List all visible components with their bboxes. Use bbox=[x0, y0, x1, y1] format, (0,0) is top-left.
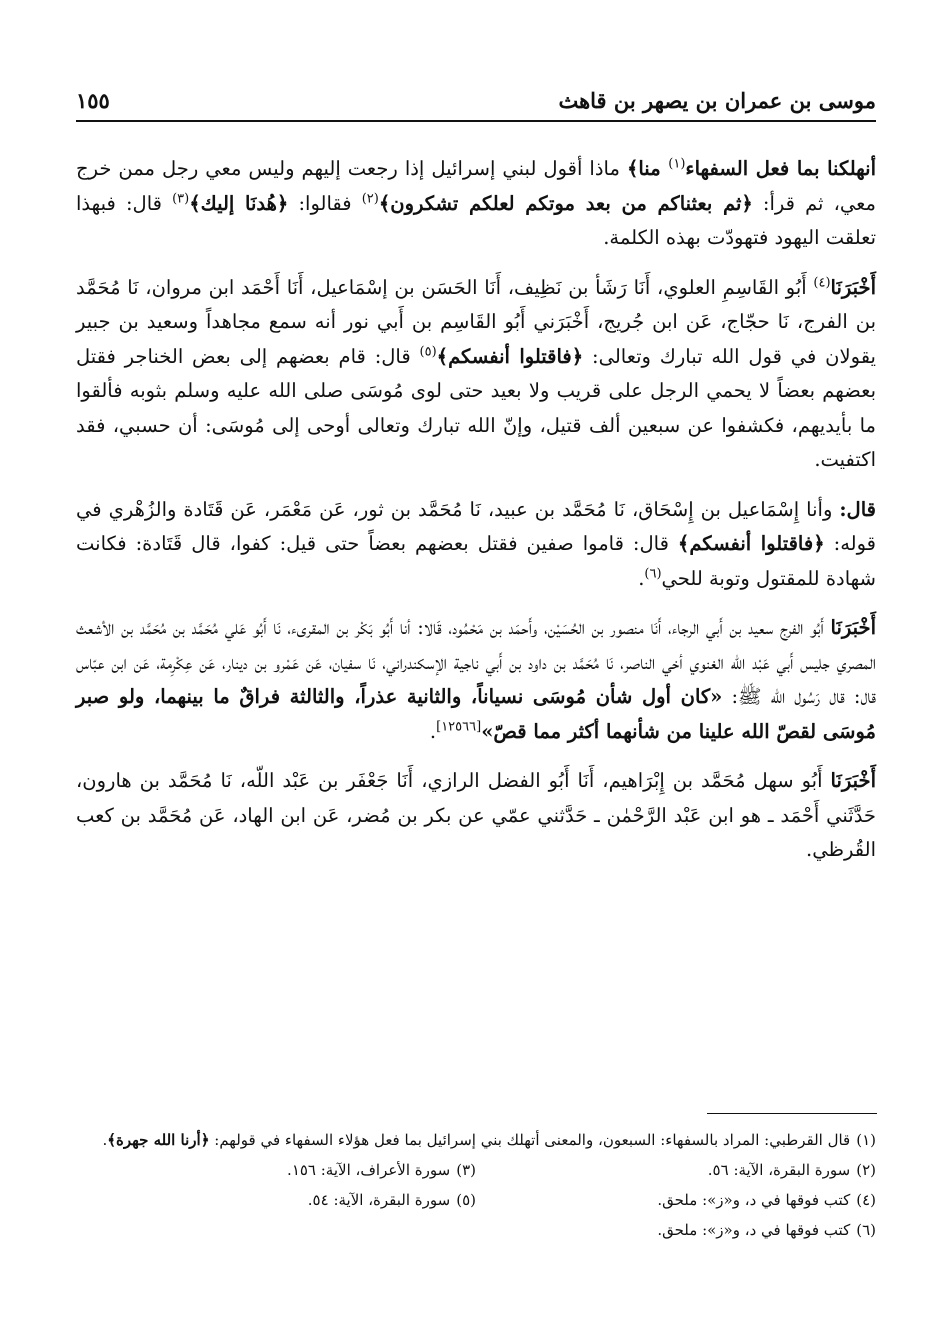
footnote-number: (٥) bbox=[456, 1191, 476, 1209]
bold-text: أَخْبَرَنَا bbox=[830, 769, 876, 792]
bold-text: ﴿فاقتلوا أنفسكم﴾ bbox=[677, 532, 825, 555]
footnote-text: كتب فوقها في د، و«ز»: ملحق. bbox=[657, 1191, 851, 1209]
text-run: . bbox=[429, 719, 437, 743]
footnote-text: سورة الأعراف، الآية: ١٥٦. bbox=[287, 1161, 451, 1179]
paragraph bbox=[76, 611, 876, 749]
text-run: ماذا أقول لبني إسرائيل إذا رجعت إليهم وليس معي رجل ممن خرج معي، ثم قرأ: bbox=[76, 157, 876, 215]
footnote-separator bbox=[707, 1113, 877, 1114]
footnote-marker: (٦) bbox=[644, 566, 662, 581]
footnote-6 bbox=[76, 1215, 876, 1245]
footnote-1 bbox=[76, 1125, 876, 1155]
footnote-marker: (١) bbox=[668, 156, 686, 172]
footnote-number: (٦) bbox=[856, 1221, 876, 1239]
footnote-marker: (٥) bbox=[419, 344, 437, 359]
footnote-marker: (٣) bbox=[172, 191, 190, 206]
footnote-text: قال القرطبي: المراد بالسفهاء: السبعون، والمعنى أتهلك بني إسرائيل بما فعل هؤلاء السفهاء في قولهم: bbox=[209, 1131, 851, 1149]
footnote-3 bbox=[76, 1155, 476, 1185]
footnote-number: (٢) bbox=[856, 1161, 876, 1179]
bold-text: ﴿ثم بعثناكم من بعد موتكم لعلكم تشكرون﴾ bbox=[378, 191, 753, 215]
footnote-number: (٤) bbox=[856, 1191, 876, 1209]
text-run: أَبُو سهل مُحَمَّد بن إِبْرَاهيم، أَنَا أَبُو الفضل الرازي، أَنَا جَعْفَر بن عَبْد اللّه، نَا مُحَمَّد بن هارون، حَدَّثَني أَحْمَد ـ هو ابن عَبْد الرَّحْمٰن ـ حَدَّثني عمّي عن بكر بن مُضر، عَن ابن الهاد، عَن مُحَمَّد بن كعب القُرظي. bbox=[76, 769, 876, 861]
main-text bbox=[76, 152, 876, 883]
bold-text: قال: bbox=[839, 497, 876, 521]
footnote-number: (١) bbox=[856, 1131, 876, 1149]
footnote-text: سورة البقرة، الآية: ٥٦. bbox=[707, 1161, 851, 1179]
running-title: موسى بن عمران بن يصهر بن قاهث bbox=[558, 88, 876, 113]
header-rule bbox=[76, 120, 876, 122]
footnote-5 bbox=[76, 1185, 476, 1215]
footnotes bbox=[76, 1125, 876, 1245]
bold-text: أَخْبَرَنَا bbox=[830, 275, 876, 299]
footnote-2 bbox=[476, 1155, 876, 1185]
footnote-4 bbox=[476, 1185, 876, 1215]
bold-text: «كان أول شأن مُوسَى نسياناً، والثانية عذراً، والثالثة فراقٌ ما بينهما، ولو صبر مُوسَى لقصّ الله علينا من شأنهما أكثر مما قصّ» bbox=[76, 685, 876, 743]
text-run: أَبُو الفرج سعيد بن أَبي الرجاء، أَنَا منصور بن الحُسَيْن، وأَحمَد بن مَحْمُود، قَالا: أنا أَبُو بَكْر بن المقرىء، نَا أَبُو عَلي مُحَمَّد بن مُحَمَّد بن الأشعث المصري جليس أَبي عَبْد اللّه الغنوي أخي الناصر، نَا مُحَمَّد بن داود بن أَبي ناجية الإسكندراني، نَا سفيان، عَن عَمْرو بن دينار، عَن عِكْرِمة، عَن ابن عبّاس قال: قال رَسُول الله ﷺ: bbox=[76, 616, 876, 708]
text-run: قال: قاموا صفين فقتل بعضهم بعضاً حتى قيل: كفوا، قال قَتَادة: فكانت شهادة للمقتول وتوبة للحي bbox=[76, 532, 876, 590]
footnote-end: . bbox=[102, 1131, 108, 1149]
bold-text: منا﴾ bbox=[626, 157, 669, 180]
paragraph bbox=[76, 493, 876, 597]
paragraph bbox=[76, 271, 876, 478]
paragraph bbox=[76, 152, 876, 256]
text-run: أَبُو القَاسِمِ العلوي، أَنَا رَشَأ بن نَظِيف، أَنَا الحَسَن بن إسْمَاعيل، أَنَا أَحْمَد ابن مروان، نَا مُحَمَّد بن الفرج، نَا حجّاج، عَن ابن جُريج، أَخْبَرَني أَبُو القَاسِم بن أَبي نور أنه سمع مجاهداً وسعيد بن جبير يقولان في قول الله تبارك وتعالى: bbox=[76, 275, 876, 368]
paragraph bbox=[76, 764, 876, 868]
footnote-quote: ﴿أرنا الله جهرة﴾ bbox=[107, 1131, 210, 1149]
bold-text: أنهلكنا بما فعل السفهاء bbox=[685, 157, 876, 180]
text-run: قال: قام بعضهم إلى بعض الخناجر فقتل بعضهم بعضاً لا يحمي الرجل على قريب ولا بعيد حتى لوى مُوسَى صلى الله عليه وسلم بثوبه فألقوا ما بأيديهم، فكشفوا عن سبعين ألف قتيل، وإنّ الله تبارك وتعالى أوحى إلى مُوسَى: أن حسبي، فقد اكتفيت. bbox=[76, 344, 876, 471]
text-run: فقالوا: bbox=[288, 191, 362, 215]
bold-text: أَخْبَرَنَا bbox=[830, 616, 876, 639]
footnote-marker: (٤) bbox=[813, 275, 831, 290]
text-run: . bbox=[638, 566, 645, 590]
text-run: قال: فبهذا تعلقت اليهود فتهودّت بهذه الكلمة. bbox=[76, 191, 876, 249]
page-header bbox=[76, 84, 876, 124]
bold-text: ﴿هُدنَا إليك﴾ bbox=[189, 191, 289, 215]
page-number: ١٥٥ bbox=[76, 88, 110, 113]
footnote-number: (٣) bbox=[456, 1161, 476, 1179]
bold-text: ﴿فاقتلوا أنفسكم﴾ bbox=[436, 344, 584, 368]
footnote-text: كتب فوقها في د، و«ز»: ملحق. bbox=[657, 1221, 851, 1239]
text-run: وأنا إِسْمَاعيل بن إِسْحَاق، نَا مُحَمَّد بن عبيد، نَا مُحَمَّد بن ثور، عَن مَعْمَر، عَن قَتَادة والزُهْري في قوله: bbox=[76, 497, 876, 555]
footnote-marker: [١٢٥٦٦] bbox=[436, 719, 482, 734]
footnote-marker: (٢) bbox=[361, 191, 379, 206]
footnote-text: سورة البقرة، الآية: ٥٤. bbox=[307, 1191, 451, 1209]
